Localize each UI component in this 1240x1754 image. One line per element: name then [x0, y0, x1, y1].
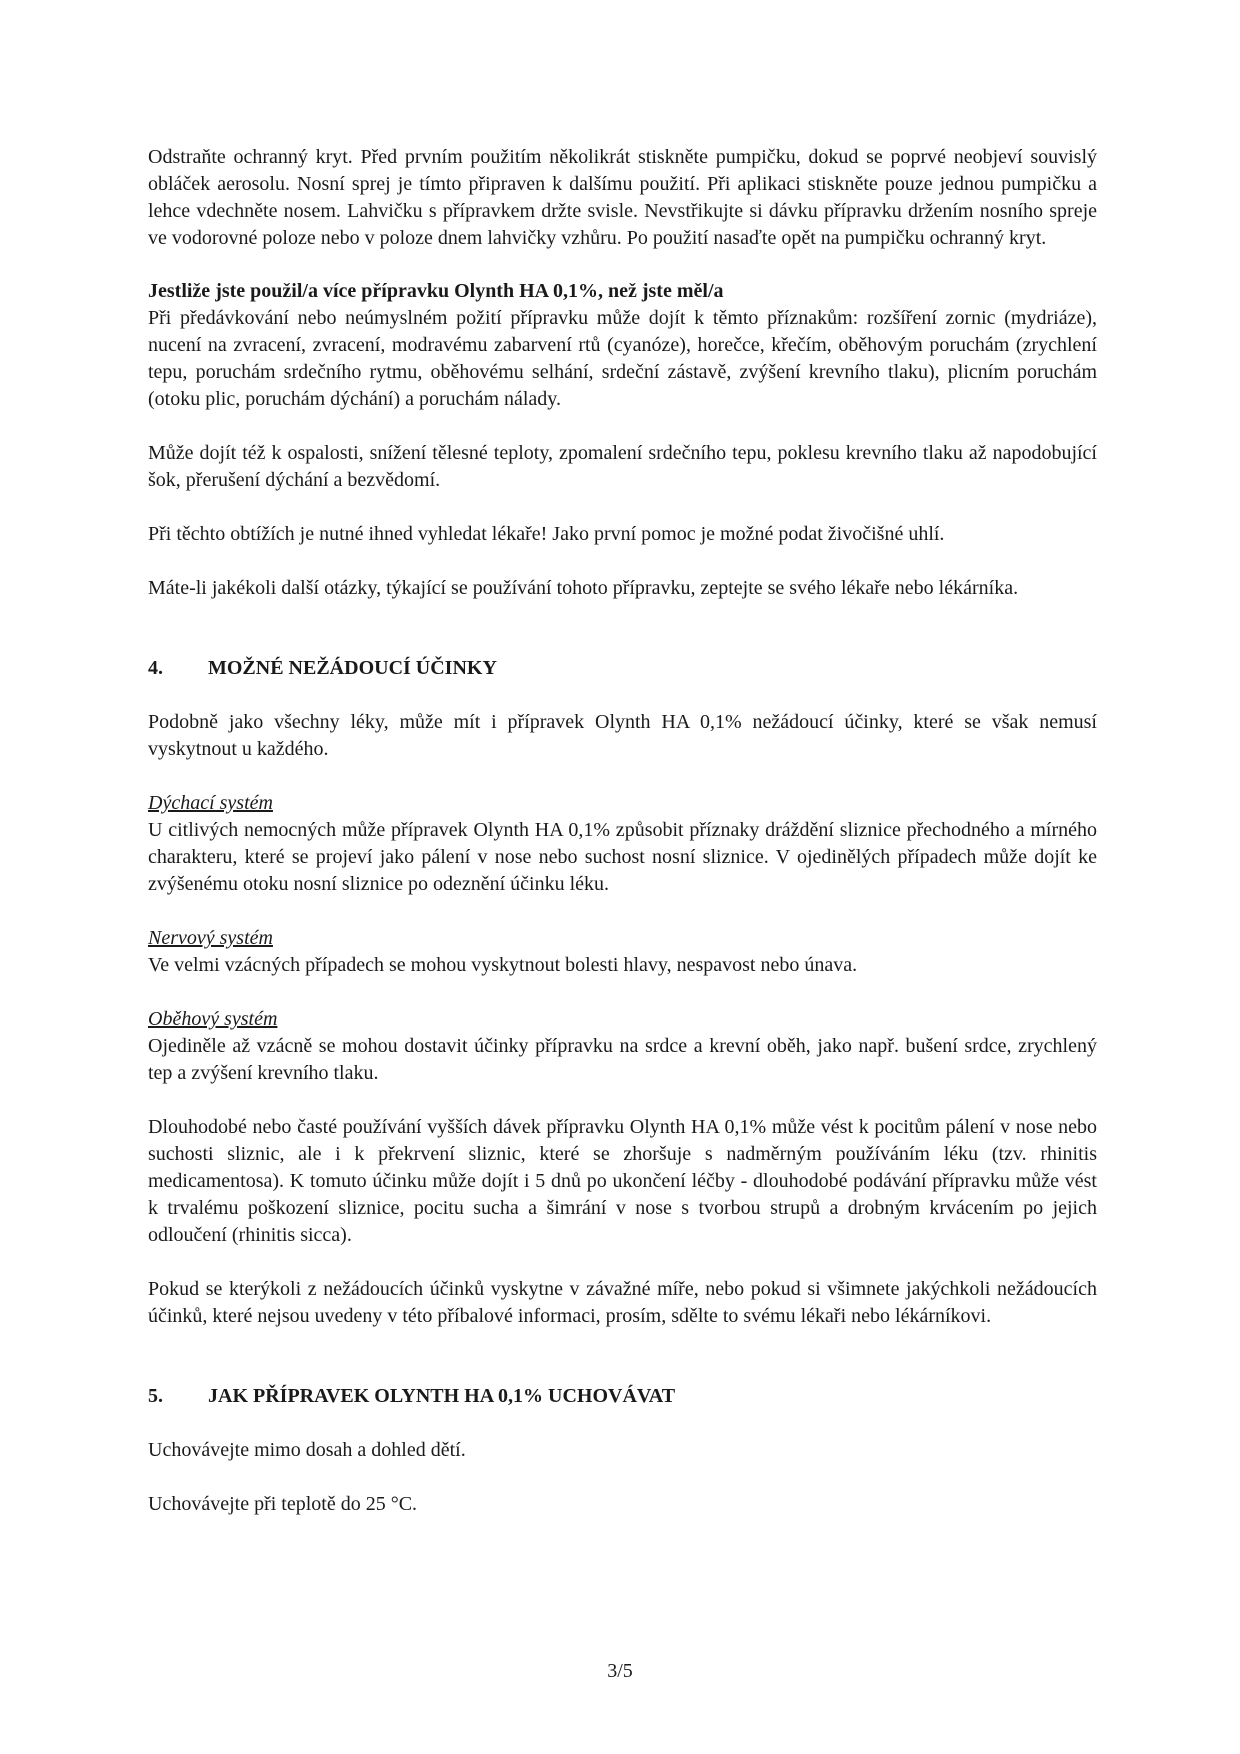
questions-paragraph: Máte-li jakékoli další otázky, týkající se používání tohoto přípravku, zeptejte se svého lékaře nebo lékárníka.: [148, 577, 1019, 599]
respiratory-text: U citlivých nemocných může přípravek Olynth HA 0,1% způsobit příznaky dráždění sliznice přechodného a mírného charakteru, které se projeví jako pálení v nose nebo suchost nosní sliznice. V ojedinělých případech může dojít ke zvýšenému otoku nosní sliznice po odeznění účinku léku.: [148, 819, 1097, 895]
report-paragraph: Pokud se kterýkoli z nežádoucích účinků vyskytne v závažné míře, nebo pokud si všimnete jakýchkoli nežádoucích účinků, které nejsou uvedeny v této příbalové informaci, prosím, sdělte to svému lékaři nebo lékárníkovi.: [148, 1278, 1097, 1327]
section-4-number: 4.: [148, 657, 163, 679]
long-term-use-paragraph: Dlouhodobé nebo časté používání vyšších dávek přípravku Olynth HA 0,1% může vést k pocitům pálení v nose nebo suchosti sliznic, ale i k překrvení sliznic, které se zhoršuje s nadměrným používáním léku (tzv. rhinitis medicamentosa). K tomuto účinku může dojít i 5 dnů po ukončení léčby - dlouhodobé podávání přípravku může vést k trvalému poškození sliznice, pocitu sucha a šimrání v nose s tvorbou strupů a drobným krvácením po jejich odloučení (rhinitis sicca).: [148, 1116, 1097, 1246]
overdose-effects-paragraph: Může dojít též k ospalosti, snížení tělesné teploty, zpomalení srdečního tepu, poklesu krevního tlaku až napodobující šok, přerušení dýchání a bezvědomí.: [148, 442, 1097, 491]
usage-paragraph: Odstraňte ochranný kryt. Před prvním použitím několikrát stiskněte pumpičku, dokud se poprvé neobjeví souvislý obláček aerosolu. Nosní sprej je tímto připraven k dalšímu použití. Při aplikaci stiskněte pouze jednou pumpičku a lehce vdechněte nosem. Lahvičku s přípravkem držte svisle. Nevstřikujte si dávku přípravku držením nosního spreje ve vodorovné poloze nebo v poloze dnem lahvičky vzhůru. Po použití nasaďte opět na pumpičku ochranný kryt.: [148, 146, 1097, 249]
document-page: [148, 144, 1097, 1518]
nervous-subheading: Nervový systém: [148, 927, 273, 949]
page-number: 3/5: [607, 1660, 633, 1682]
circulatory-subheading: Oběhový systém: [148, 1008, 278, 1030]
respiratory-subheading: Dýchací systém: [148, 792, 273, 814]
section-4-heading: [148, 655, 1097, 682]
nervous-text: Ve velmi vzácných případech se mohou vyskytnout bolesti hlavy, nespavost nebo únava.: [148, 954, 858, 976]
section-5-title: JAK PŘÍPRAVEK OLYNTH HA 0,1% UCHOVÁVAT: [208, 1385, 676, 1407]
storage-line-1: Uchovávejte mimo dosah a dohled dětí.: [148, 1439, 466, 1461]
first-aid-paragraph: Při těchto obtížích je nutné ihned vyhledat lékaře! Jako první pomoc je možné podat živočišné uhlí.: [148, 523, 945, 545]
circulatory-text: Ojediněle až vzácně se mohou dostavit účinky přípravku na srdce a krevní oběh, jako např. bušení srdce, zrychlený tep a zvýšení krevního tlaku.: [148, 1035, 1097, 1084]
section-5-heading: [148, 1383, 1097, 1410]
section-5-number: 5.: [148, 1385, 163, 1407]
section-4-title: MOŽNÉ NEŽÁDOUCÍ ÚČINKY: [208, 657, 497, 679]
overdose-heading: Jestliže jste použil/a více přípravku Olynth HA 0,1%, než jste měl/a: [148, 280, 724, 302]
storage-line-2: Uchovávejte při teplotě do 25 °C.: [148, 1493, 418, 1515]
overdose-symptoms-paragraph: Při předávkování nebo neúmyslném požití přípravku může dojít k těmto příznakům: rozšíření zornic (mydriáze), nucení na zvracení, zvracení, modravému zabarvení rtů (cyanóze), horečce, křečím, oběhovým poruchám (zrychlení tepu, poruchám srdečního rytmu, oběhovému selhání, srdeční zástavě, zvýšení krevního tlaku), plicním poruchám (otoku plic, poruchám dýchání) a poruchám nálady.: [148, 307, 1097, 410]
side-effects-intro: Podobně jako všechny léky, může mít i přípravek Olynth HA 0,1% nežádoucí účinky, které se však nemusí vyskytnout u každého.: [148, 711, 1097, 760]
